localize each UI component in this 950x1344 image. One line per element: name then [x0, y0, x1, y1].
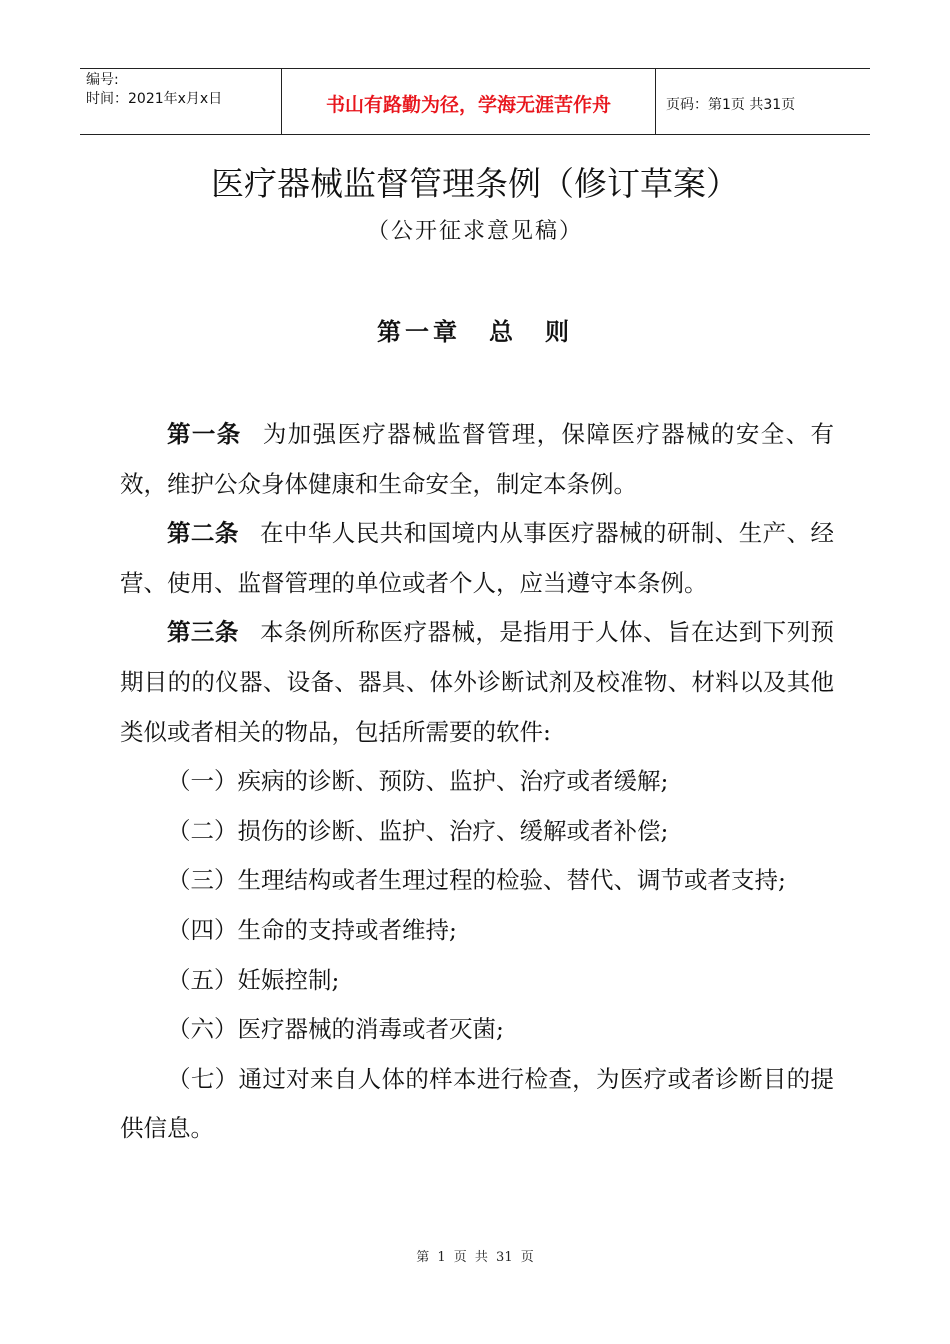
- document-title: 医疗器械监督管理条例（修订草案）: [211, 164, 739, 203]
- header-meta: [80, 69, 282, 134]
- header-page-info: 页码：第1页 共31页: [666, 96, 796, 113]
- list-item: （一）疾病的诊断、预防、监护、治疗或者缓解;: [167, 767, 669, 796]
- document-time: 时间：2021年x月x日: [86, 91, 223, 107]
- list-item: （二）损伤的诊断、监护、治疗、缓解或者补偿;: [167, 816, 669, 845]
- list-item: （七）通过对来自人体的样本进行检查，为医疗或者诊断目的提供信息。: [120, 1064, 834, 1143]
- page-header: [80, 68, 870, 135]
- article-text: 本条例所称医疗器械，是指用于人体、旨在达到下列预期目的的仪器、设备、器具、体外诊断试剂及校准物、材料以及其他类似或者相关的物品，包括所需要的软件:: [120, 618, 835, 746]
- article-number: 第三条: [167, 618, 239, 647]
- article-text: 为加强医疗器械监督管理，保障医疗器械的安全、有效，维护公众身体健康和生命安全，制定本条例。: [120, 420, 835, 498]
- header-motto: 书山有路勤为径，学海无涯苦作舟: [282, 69, 656, 134]
- document-subtitle: （公开征求意见稿）: [366, 219, 583, 244]
- document-number-label: 编号:: [86, 72, 119, 88]
- list-item: （五）妊娠控制;: [167, 965, 340, 994]
- article-2: [120, 509, 834, 608]
- article-3: [120, 608, 834, 757]
- article-number: 第一条: [167, 420, 242, 448]
- list-item: （六）医疗器械的消毒或者灭菌;: [167, 1015, 504, 1044]
- chapter-heading: 第一章 总 则: [377, 318, 573, 346]
- article-text: 在中华人民共和国境内从事医疗器械的研制、生产、经营、使用、监督管理的单位或者个人，应当遵守本条例。: [120, 519, 835, 597]
- document-body: [120, 410, 834, 1154]
- article-1: [120, 410, 834, 509]
- article-number: 第二条: [167, 519, 239, 548]
- list-item: （四）生命的支持或者维持;: [167, 915, 457, 944]
- page-footer: 第 1 页 共 31 页: [416, 1250, 534, 1265]
- list-item: （三）生理结构或者生理过程的检验、替代、调节或者支持;: [167, 866, 786, 895]
